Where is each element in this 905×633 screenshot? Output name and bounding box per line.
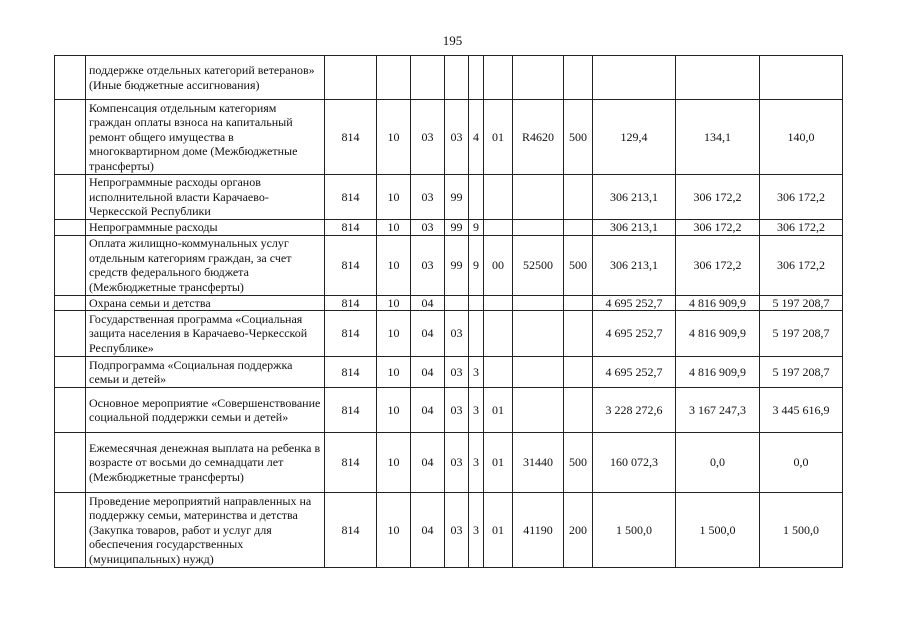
amount-year3-cell: 306 172,2 (760, 220, 843, 236)
row-name-cell: Основное мероприятие «Совершенствование социальной поддержки семьи и детей» (86, 388, 325, 433)
amount-year3-cell: 1 500,0 (760, 493, 843, 568)
row-name-cell: поддержке отдельных категорий ветеранов» (Иные бюджетные ассигнования) (86, 56, 325, 100)
row-blank-cell (55, 175, 86, 220)
subprogram-cell (469, 175, 484, 220)
program-cell: 99 (445, 175, 469, 220)
activity-cell (484, 295, 513, 311)
amount-year1-cell: 4 695 252,7 (593, 311, 676, 357)
program-cell: 03 (445, 357, 469, 388)
amount-year2-cell: 4 816 909,9 (676, 357, 760, 388)
code-cell (325, 56, 377, 100)
activity-cell: 01 (484, 433, 513, 493)
code-cell: 814 (325, 311, 377, 357)
row-blank-cell (55, 311, 86, 357)
subprogram-cell: 9 (469, 235, 484, 295)
row-name-cell: Государственная программа «Социальная защита населения в Карачаево-Черкесской Республике» (86, 311, 325, 357)
subprogram-cell: 3 (469, 493, 484, 568)
amount-year2-cell: 306 172,2 (676, 220, 760, 236)
table-row (55, 175, 843, 220)
section-cell: 10 (377, 311, 411, 357)
amount-year1-cell (593, 56, 676, 100)
table-row (55, 388, 843, 433)
table-row (55, 493, 843, 568)
row-name-cell: Оплата жилищно-коммунальных услуг отдельным категориям граждан, за счет средств федерального бюджета (Межбюджетные трансферты) (86, 235, 325, 295)
subprogram-cell (469, 56, 484, 100)
amount-year1-cell: 306 213,1 (593, 175, 676, 220)
expense-type-cell (564, 175, 593, 220)
amount-year1-cell: 4 695 252,7 (593, 357, 676, 388)
subsection-cell: 03 (411, 220, 445, 236)
amount-year1-cell: 1 500,0 (593, 493, 676, 568)
subprogram-cell (469, 311, 484, 357)
row-name-cell: Проведение мероприятий направленных на поддержку семьи, материнства и детства (Закупка товаров, работ и услуг для обеспечения государственных (муниципальных) нужд) (86, 493, 325, 568)
amount-year1-cell: 306 213,1 (593, 235, 676, 295)
amount-year1-cell: 4 695 252,7 (593, 295, 676, 311)
row-blank-cell (55, 235, 86, 295)
amount-year2-cell: 306 172,2 (676, 175, 760, 220)
row-name-cell: Непрограммные расходы органов исполнительной власти Карачаево-Черкесской Республики (86, 175, 325, 220)
activity-cell: 01 (484, 388, 513, 433)
section-cell: 10 (377, 493, 411, 568)
section-cell: 10 (377, 100, 411, 175)
code-cell: 814 (325, 433, 377, 493)
subsection-cell: 04 (411, 388, 445, 433)
subprogram-cell (469, 295, 484, 311)
row-blank-cell (55, 388, 86, 433)
activity-cell: 01 (484, 493, 513, 568)
section-cell: 10 (377, 433, 411, 493)
expense-type-cell (564, 56, 593, 100)
direction-cell: R4620 (513, 100, 564, 175)
direction-cell: 31440 (513, 433, 564, 493)
amount-year2-cell: 1 500,0 (676, 493, 760, 568)
amount-year3-cell: 306 172,2 (760, 235, 843, 295)
activity-cell: 00 (484, 235, 513, 295)
program-cell (445, 295, 469, 311)
amount-year2-cell: 306 172,2 (676, 235, 760, 295)
code-cell: 814 (325, 493, 377, 568)
table-row (55, 357, 843, 388)
row-blank-cell (55, 493, 86, 568)
subprogram-cell: 4 (469, 100, 484, 175)
amount-year2-cell: 4 816 909,9 (676, 311, 760, 357)
program-cell: 03 (445, 100, 469, 175)
table-row (55, 220, 843, 236)
activity-cell: 01 (484, 100, 513, 175)
direction-cell (513, 56, 564, 100)
subprogram-cell: 3 (469, 433, 484, 493)
table-row (55, 56, 843, 100)
subprogram-cell: 3 (469, 388, 484, 433)
amount-year1-cell: 306 213,1 (593, 220, 676, 236)
table-row (55, 295, 843, 311)
amount-year2-cell: 4 816 909,9 (676, 295, 760, 311)
expense-type-cell: 500 (564, 433, 593, 493)
page-number: 195 (442, 33, 463, 48)
direction-cell (513, 175, 564, 220)
program-cell: 03 (445, 311, 469, 357)
amount-year1-cell: 160 072,3 (593, 433, 676, 493)
direction-cell: 52500 (513, 235, 564, 295)
section-cell: 10 (377, 295, 411, 311)
expense-type-cell (564, 388, 593, 433)
direction-cell (513, 311, 564, 357)
direction-cell (513, 220, 564, 236)
subsection-cell: 03 (411, 175, 445, 220)
row-name-cell: Подпрограмма «Социальная поддержка семьи и детей» (86, 357, 325, 388)
amount-year2-cell: 3 167 247,3 (676, 388, 760, 433)
row-name-cell: Охрана семьи и детства (86, 295, 325, 311)
direction-cell (513, 388, 564, 433)
expense-type-cell (564, 311, 593, 357)
amount-year3-cell: 5 197 208,7 (760, 295, 843, 311)
section-cell: 10 (377, 220, 411, 236)
subsection-cell: 04 (411, 295, 445, 311)
section-cell: 10 (377, 235, 411, 295)
row-name-cell: Компенсация отдельным категориям граждан оплаты взноса на капитальный ремонт общего имущества в многоквартирном доме (Межбюджетные трансферты) (86, 100, 325, 175)
amount-year3-cell: 140,0 (760, 100, 843, 175)
code-cell: 814 (325, 295, 377, 311)
table-row (55, 235, 843, 295)
amount-year3-cell: 0,0 (760, 433, 843, 493)
amount-year1-cell: 3 228 272,6 (593, 388, 676, 433)
code-cell: 814 (325, 357, 377, 388)
subsection-cell (411, 56, 445, 100)
section-cell: 10 (377, 388, 411, 433)
code-cell: 814 (325, 100, 377, 175)
subsection-cell: 04 (411, 311, 445, 357)
table-row (55, 311, 843, 357)
amount-year2-cell (676, 56, 760, 100)
row-name-cell: Непрограммные расходы (86, 220, 325, 236)
row-name-cell: Ежемесячная денежная выплата на ребенка в возрасте от восьми до семнадцати лет (Межбюджетные трансферты) (86, 433, 325, 493)
program-cell: 03 (445, 493, 469, 568)
amount-year3-cell (760, 56, 843, 100)
code-cell: 814 (325, 235, 377, 295)
program-cell: 99 (445, 220, 469, 236)
row-blank-cell (55, 433, 86, 493)
subsection-cell: 04 (411, 493, 445, 568)
activity-cell (484, 175, 513, 220)
activity-cell (484, 220, 513, 236)
direction-cell (513, 357, 564, 388)
subprogram-cell: 9 (469, 220, 484, 236)
program-cell: 03 (445, 433, 469, 493)
expense-type-cell (564, 357, 593, 388)
code-cell: 814 (325, 175, 377, 220)
section-cell: 10 (377, 175, 411, 220)
row-blank-cell (55, 100, 86, 175)
amount-year3-cell: 3 445 616,9 (760, 388, 843, 433)
program-cell (445, 56, 469, 100)
expense-type-cell (564, 220, 593, 236)
program-cell: 03 (445, 388, 469, 433)
row-blank-cell (55, 56, 86, 100)
code-cell: 814 (325, 388, 377, 433)
section-cell (377, 56, 411, 100)
table-row (55, 433, 843, 493)
activity-cell (484, 311, 513, 357)
amount-year1-cell: 129,4 (593, 100, 676, 175)
subprogram-cell: 3 (469, 357, 484, 388)
amount-year3-cell: 5 197 208,7 (760, 357, 843, 388)
expense-type-cell: 500 (564, 100, 593, 175)
subsection-cell: 03 (411, 100, 445, 175)
subsection-cell: 04 (411, 433, 445, 493)
section-cell: 10 (377, 357, 411, 388)
expense-type-cell: 500 (564, 235, 593, 295)
expense-type-cell: 200 (564, 493, 593, 568)
subsection-cell: 04 (411, 357, 445, 388)
row-blank-cell (55, 357, 86, 388)
amount-year3-cell: 306 172,2 (760, 175, 843, 220)
program-cell: 99 (445, 235, 469, 295)
code-cell: 814 (325, 220, 377, 236)
activity-cell (484, 56, 513, 100)
table-row (55, 100, 843, 175)
direction-cell (513, 295, 564, 311)
amount-year2-cell: 134,1 (676, 100, 760, 175)
row-blank-cell (55, 295, 86, 311)
row-blank-cell (55, 220, 86, 236)
budget-table (54, 55, 843, 568)
direction-cell: 41190 (513, 493, 564, 568)
amount-year3-cell: 5 197 208,7 (760, 311, 843, 357)
expense-type-cell (564, 295, 593, 311)
subsection-cell: 03 (411, 235, 445, 295)
activity-cell (484, 357, 513, 388)
amount-year2-cell: 0,0 (676, 433, 760, 493)
